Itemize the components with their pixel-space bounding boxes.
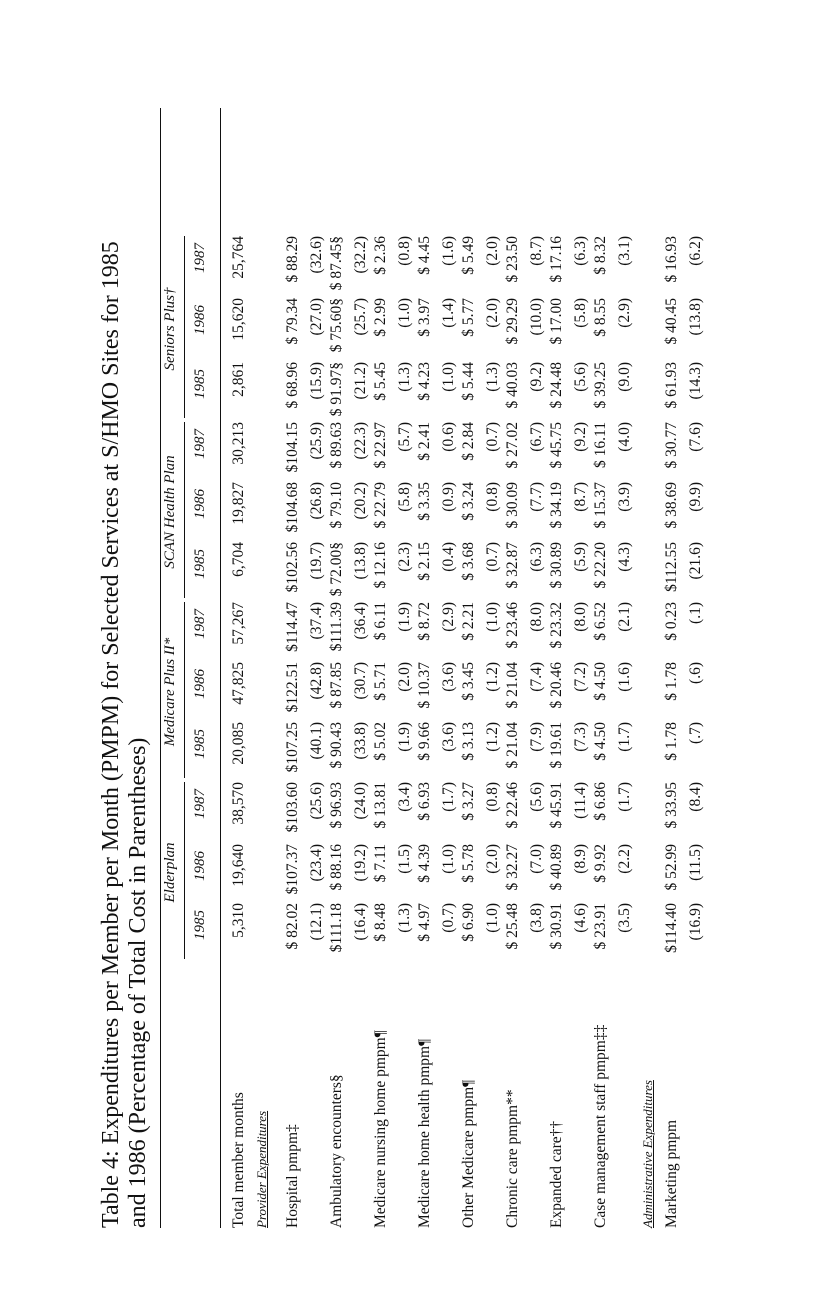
table-cell: (33.8) [352,722,369,760]
table-cell: (7.7) [528,482,545,512]
table-cell: (5.6) [528,782,545,812]
table-cell: $ 2.21 [460,602,477,641]
table-cell: $ 52.99 [663,844,680,891]
table-cell: $ 6.52 [592,602,609,641]
table-cell: (24.0) [352,782,369,820]
table-cell: $ 24.48 [548,362,565,409]
table-cell: $ 23.91 [592,903,609,950]
table-cell: (0.8) [484,782,501,812]
table-cell: (11.5) [687,844,704,881]
table-cell: $104.15 [284,422,301,473]
table-cell: $ 13.81 [372,782,389,829]
table-cell: (1.6) [440,236,457,266]
table-cell: $ 79.34 [284,298,301,345]
row-label: Chronic care pmpm** [504,1089,521,1228]
section-heading: Provider Expenditures [254,1110,269,1228]
table-cell: (3.1) [616,236,633,266]
row-label: Expanded care†† [548,1120,565,1228]
table-cell: (8.7) [572,482,589,512]
table-cell: (26.8) [308,482,325,520]
table-cell: (2.2) [616,844,633,874]
table-cell: $ 17.16 [548,236,565,283]
table-cell: (3.5) [616,903,633,933]
table-cell: (7.9) [528,722,545,752]
table-cell: $ 8.72 [416,602,433,641]
table-cell: (0.8) [484,482,501,512]
table-cell: (8.7) [528,236,545,266]
table-cell: (6.2) [687,236,704,266]
table-cell: (6.7) [528,422,545,452]
table-cell: (1.9) [396,602,413,632]
table-cell: $ 22.97 [372,422,389,469]
table-cell: $107.37 [284,844,301,895]
table-cell: (10.0) [528,298,545,336]
table-cell: (16.9) [687,903,704,941]
table-cell: $111.18 [328,903,345,953]
row-label: Case management staff pmpm‡‡ [592,1024,609,1228]
table-cell: $102.56 [284,542,301,593]
table-cell: (4.3) [616,542,633,572]
table-cell: $ 5.45 [372,362,389,401]
table-cell: (3.6) [440,722,457,752]
table-cell: $122.51 [284,662,301,713]
table-cell: $ 89.63 [328,422,345,469]
year-header: 1986 [192,669,208,699]
table-cell: (14.3) [687,362,704,400]
group-label: Seniors Plus† [162,287,178,371]
table-cell: $ 16.93 [663,236,680,283]
row-label: Marketing pmpm [663,1119,680,1228]
table-cell: (15.9) [308,362,325,400]
table-cell: $107.25 [284,722,301,773]
table-cell: (3.8) [528,903,545,933]
table-cell: $ 88.29 [284,236,301,283]
year-header: 1987 [192,243,208,273]
table-cell: (0.4) [440,542,457,572]
table-cell: (1.0) [440,844,457,874]
table-cell: $ 39.25 [592,362,609,409]
table-cell: (21.6) [687,542,704,580]
table-cell: 25,764 [230,236,247,279]
table-cell: (32.2) [352,236,369,274]
table-cell: $ 7.11 [372,844,389,883]
table-cell: (1.5) [396,844,413,874]
table-cell: $ 72.00§ [328,542,345,597]
table-cell: $ 2.41 [416,422,433,461]
table-cell: $ 61.93 [663,362,680,409]
table-cell: $ 90.43 [328,722,345,769]
table-cell: $ 2.84 [460,422,477,461]
table-cell: (2.0) [484,298,501,328]
section-heading: Administrative Expenditures [640,1080,655,1228]
table-cell: $ 79.10 [328,482,345,529]
table-cell: (0.6) [440,422,457,452]
table-cell: (.7) [687,722,704,744]
table-cell: $ 38.69 [663,482,680,529]
table-cell: (0.8) [396,236,413,266]
table-cell: 30,213 [230,422,247,465]
table-cell: (20.2) [352,482,369,520]
table-cell: (12.1) [308,903,325,941]
table-cell: (1.3) [484,362,501,392]
table-cell: $ 4.50 [592,662,609,701]
table-cell: (3.9) [616,482,633,512]
table-cell: $ 8.55 [592,298,609,337]
table-cell: (3.4) [396,782,413,812]
table-cell: $ 21.04 [504,662,521,709]
table-cell: (0.7) [484,422,501,452]
table-cell: $ 87.85 [328,662,345,709]
table-cell: (2.9) [616,298,633,328]
table-cell: $ 40.03 [504,362,521,409]
table-cell: 47,825 [230,662,247,705]
table-cell: $ 22.46 [504,782,521,829]
group-underline [184,782,185,959]
table-cell: (2.9) [440,602,457,632]
table-cell: $ 22.79 [372,482,389,529]
year-header: 1985 [192,910,208,940]
table-cell: $ 32.87 [504,542,521,589]
year-header: 1986 [192,851,208,881]
table-cell: $ 25.48 [504,903,521,950]
table-cell: (8.0) [528,602,545,632]
table-cell: (5.7) [396,422,413,452]
group-label: SCAN Health Plan [162,455,178,569]
table-cell: $ 2.36 [372,236,389,275]
table-cell: $ 23.46 [504,602,521,649]
table-cell: (13.8) [687,298,704,336]
table-cell: (16.4) [352,903,369,941]
table-cell: $114.40 [663,903,680,953]
table-cell: $ 29.29 [504,298,521,345]
table-cell: (7.0) [528,844,545,874]
table-cell: $ 2.99 [372,298,389,337]
row-label: Medicare nursing home pmpm¶ [372,1030,389,1228]
table-cell: $ 1.78 [663,662,680,701]
table-cell: $ 3.27 [460,782,477,821]
table-cell: (1.2) [484,662,501,692]
table-cell: $ 8.32 [592,236,609,275]
table-cell: $103.60 [284,782,301,833]
table-cell: $ 5.77 [460,298,477,337]
table-cell: (5.8) [396,482,413,512]
table-cell: $ 10.37 [416,662,433,709]
table-cell: 15,620 [230,298,247,341]
table-cell: $ 21.04 [504,722,521,769]
table-cell: $ 6.93 [416,782,433,821]
table-cell: $ 75.60§ [328,298,345,353]
table-cell: $ 5.71 [372,662,389,701]
table-cell: $112.55 [663,542,680,592]
table-cell: (8.4) [687,782,704,812]
table-cell: $ 82.02 [284,903,301,950]
table-cell: $ 19.61 [548,722,565,769]
table-cell: (21.2) [352,362,369,400]
table-cell: (7.6) [687,422,704,452]
table-cell: 57,267 [230,602,247,645]
year-header: 1986 [192,305,208,335]
table-cell: $ 5.78 [460,844,477,883]
table-cell: (19.7) [308,542,325,580]
table-cell: $ 9.66 [416,722,433,761]
table-cell: (1.9) [396,722,413,752]
table-cell: (1.3) [396,362,413,392]
table-cell: (25.7) [352,298,369,336]
table-cell: (9.2) [572,422,589,452]
table-cell: (36.4) [352,602,369,640]
table-cell: (7.3) [572,722,589,752]
table-cell: $ 3.97 [416,298,433,337]
table-cell: $ 5.02 [372,722,389,761]
table-cell: (5.6) [572,362,589,392]
table-cell: $ 4.97 [416,903,433,942]
table-cell: $ 1.78 [663,722,680,761]
table-cell: (13.8) [352,542,369,580]
table-cell: (7.4) [528,662,545,692]
table-cell: (0.7) [484,542,501,572]
table-cell: (25.6) [308,782,325,820]
year-header: 1985 [192,729,208,759]
table-cell: $ 6.90 [460,903,477,942]
table-cell: $ 23.32 [548,602,565,649]
table-cell: $ 30.89 [548,542,565,589]
table-cell: (2.3) [396,542,413,572]
table-cell: (7.2) [572,662,589,692]
table-cell: (40.1) [308,722,325,760]
table-cell: (9.9) [687,482,704,512]
table-cell: $ 8.48 [372,903,389,942]
table-cell: $ 4.23 [416,362,433,401]
table-cell: $ 23.50 [504,236,521,283]
table-cell: (8.0) [572,602,589,632]
table-cell: 6,704 [230,542,247,577]
table-cell: $ 91.97§ [328,362,345,417]
table-title [98,241,152,1228]
table-cell: $ 15.37 [592,482,609,529]
table-cell: (1.7) [440,782,457,812]
table-cell: 2,861 [230,362,247,397]
group-label: Medicare Plus II* [162,637,178,747]
table-cell: (3.6) [440,662,457,692]
table-cell: $ 32.27 [504,844,521,891]
table-cell: (1.7) [616,722,633,752]
table-cell: $ 45.75 [548,422,565,469]
table-cell: (2.1) [616,602,633,632]
year-header: 1987 [192,789,208,819]
table-cell: (6.3) [572,236,589,266]
table-cell: (32.6) [308,236,325,274]
year-header: 1987 [192,609,208,639]
table-cell: $ 2.15 [416,542,433,581]
table-cell: $ 6.11 [372,602,389,641]
table-cell: $114.47 [284,602,301,652]
table-cell: $ 4.45 [416,236,433,275]
table-cell: $ 27.02 [504,422,521,469]
table-cell: $ 3.13 [460,722,477,761]
table-cell: $ 4.39 [416,844,433,883]
table-cell: (8.9) [572,844,589,874]
table-cell: $ 87.45§ [328,236,345,291]
table-cell: (37.4) [308,602,325,640]
group-label: Elderplan [162,842,178,903]
group-underline [184,422,185,598]
table-cell: $ 33.95 [663,782,680,829]
table-cell: $ 9.92 [592,844,609,883]
table-cell: $ 88.16 [328,844,345,891]
table-cell: (1.0) [484,903,501,933]
table-cell: $111.39 [328,602,345,652]
table-cell: (0.7) [440,903,457,933]
row-label: Ambulatory encounters§ [328,1074,345,1228]
table-cell: (11.4) [572,782,589,819]
group-underline [184,602,185,778]
table-cell: (1.4) [440,298,457,328]
table-cell: $ 40.89 [548,844,565,891]
table-cell: 38,570 [230,782,247,825]
table-cell: (.6) [687,662,704,684]
year-header: 1985 [192,549,208,579]
table-cell: (9.0) [616,362,633,392]
header-rule [220,108,221,1228]
table-cell: (0.9) [440,482,457,512]
row-label: Total member months [230,1092,247,1228]
table-cell: $ 5.44 [460,362,477,401]
table-cell: $ 96.93 [328,782,345,829]
table-cell: (19.2) [352,844,369,882]
table-cell: (23.4) [308,844,325,882]
table-cell: (5.8) [572,298,589,328]
table-cell: (4.0) [616,422,633,452]
title-line-1: Table 4: Expenditures per Member per Month (PMPM) for Selected Services at S/HMO Sites for 1985 [98,241,124,1228]
table-cell: $ 5.49 [460,236,477,275]
table-cell: (1.7) [616,782,633,812]
table-cell: (1.6) [616,662,633,692]
table-cell: (1.2) [484,722,501,752]
row-label: Hospital pmpm‡ [284,1124,301,1228]
table-cell: $ 3.45 [460,662,477,701]
row-label: Other Medicare pmpm¶ [460,1079,477,1228]
table-cell: (22.3) [352,422,369,460]
table-cell: 20,085 [230,722,247,765]
table-cell: (2.0) [484,236,501,266]
table-cell: $ 34.19 [548,482,565,529]
table-cell: 19,640 [230,844,247,887]
table-cell: (2.0) [484,844,501,874]
table-cell: (.1) [687,602,704,624]
table-cell: $ 30.91 [548,903,565,950]
row-label: Medicare home health pmpm¶ [416,1038,433,1228]
title-line-2: and 1986 (Percentage of Total Cost in Parentheses) [125,737,151,1228]
table-cell: 5,310 [230,903,247,938]
rotated-table-sheet [88,108,728,1228]
table-cell: (27.0) [308,298,325,336]
year-header: 1986 [192,489,208,519]
table-cell: (1.3) [396,903,413,933]
table-cell: $ 68.96 [284,362,301,409]
table-cell: (4.6) [572,903,589,933]
table-cell: $ 30.77 [663,422,680,469]
group-underline [184,236,185,418]
table-cell: (1.0) [484,602,501,632]
table-cell: $ 3.24 [460,482,477,521]
top-rule [160,108,161,1228]
table-cell: $ 6.86 [592,782,609,821]
year-header: 1985 [192,369,208,399]
table-cell: (6.3) [528,542,545,572]
table-cell: $ 3.68 [460,542,477,581]
table-cell: $ 4.50 [592,722,609,761]
table-cell: $ 0.23 [663,602,680,641]
table-cell: $ 20.46 [548,662,565,709]
year-header: 1987 [192,429,208,459]
table-cell: $ 12.16 [372,542,389,589]
table-cell: (1.0) [396,298,413,328]
table-cell: 19,827 [230,482,247,525]
table-cell: (2.0) [396,662,413,692]
table-cell: $ 30.09 [504,482,521,529]
table-cell: $ 40.45 [663,298,680,345]
table-cell: $ 17.00 [548,298,565,345]
table-cell: $104.68 [284,482,301,533]
table-cell: $ 3.35 [416,482,433,521]
table-cell: $ 22.20 [592,542,609,589]
table-cell: (25.9) [308,422,325,460]
table-cell: (5.9) [572,542,589,572]
table-cell: (30.7) [352,662,369,700]
table-cell: (9.2) [528,362,545,392]
table-cell: (1.0) [440,362,457,392]
table-cell: $ 16.11 [592,422,609,468]
table-cell: $ 45.91 [548,782,565,829]
table-cell: (42.8) [308,662,325,700]
